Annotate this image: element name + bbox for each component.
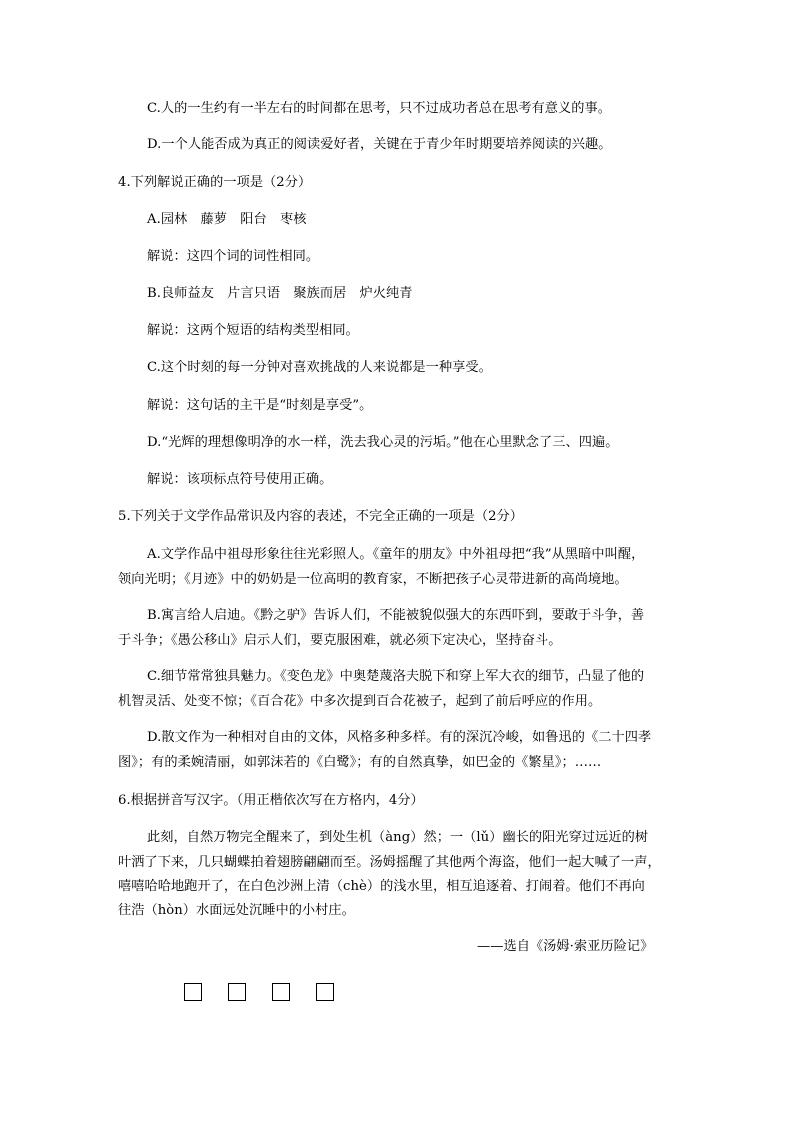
question-5-title: 5.下列关于文学作品常识及内容的表述，不完全正确的一项是（2分） — [118, 509, 524, 524]
q6-passage-line2: 叶洒了下来，几只蝴蝶拍着翅膀翩翩而至。汤姆摇醒了其他两个海盗，他们一起大喊了一声， — [118, 855, 661, 870]
q5-option-a-line1: A.文学作品中祖母形象往往光彩照人。《童年的朋友》中外祖母把“我”从黑暗中叫醒， — [147, 547, 645, 562]
q6-passage-line3: 嘻嘻哈哈地跑开了，在白色沙洲上清（chè）的浅水里，相互追逐着、打闹着。他们不再向 — [118, 879, 645, 894]
q5-option-d-line1: D.散文作为一种相对自由的文体，风格多种多样。有的深沉冷峻，如鲁迅的《二十四孝 — [147, 730, 652, 745]
q4-option-c: C.这个时刻的每一分钟对喜欢挑战的人来说都是一种享受。 — [147, 360, 492, 375]
q6-source: ——选自《汤姆·索亚历险记》 — [477, 939, 654, 954]
q6-passage-line1: 此刻，自然万物完全醒来了，到处生机（àng）然；一（lǔ）幽长的阳光穿过远近的树 — [147, 830, 649, 845]
q4-option-a: A.园林 藤萝 阳台 枣核 — [147, 212, 307, 227]
q4-option-d: D.“光辉的理想像明净的水一样，洗去我心灵的污垢。”他在心里默念了三、四遍。 — [147, 435, 619, 450]
q4-option-b: B.良师益友 片言只语 聚族而居 炉火纯青 — [147, 286, 413, 301]
q4-explanation-a: 解说：这四个词的词性相同。 — [147, 249, 320, 264]
q6-passage-line4: 往浩（hòn）水面远处沉睡中的小村庄。 — [118, 903, 355, 918]
answer-box-4[interactable] — [316, 983, 334, 1001]
q4-explanation-d: 解说：该项标点符号使用正确。 — [147, 472, 333, 487]
line-c-option-q3: C.人的一生约有一半左右的时间都在思考，只不过成功者总在思考有意义的事。 — [147, 101, 611, 116]
q4-explanation-b: 解说：这两个短语的结构类型相同。 — [147, 323, 359, 338]
answer-box-3[interactable] — [272, 983, 290, 1001]
question-4-title: 4.下列解说正确的一项是（2分） — [118, 175, 312, 190]
q4-explanation-c: 解说：这句话的主干是“时刻是享受”。 — [147, 398, 373, 413]
q5-option-b-line1: B.寓言给人启迪。《黔之驴》告诉人们，不能被貌似强大的东西吓到，要敢于斗争，善 — [147, 608, 645, 623]
q5-option-b-line2: 于斗争；《愚公移山》启示人们，要克服困难，就必须下定决心，坚持奋斗。 — [118, 633, 562, 648]
q5-option-c-line1: C.细节常常独具魅力。《变色龙》中奥楚蔑洛夫脱下和穿上军大衣的细节，凸显了他的 — [147, 669, 645, 684]
answer-box-1[interactable] — [184, 983, 202, 1001]
q5-option-d-line2: 图》；有的柔婉清丽，如郭沫若的《白鹭》；有的自然真挚，如巴金的《繁星》；…… — [118, 755, 602, 770]
q5-option-a-line2: 领向光明；《月迹》中的奶奶是一位高明的教育家，不断把孩子心灵带进新的高尚境地。 — [118, 572, 628, 587]
question-6-title: 6.根据拼音写汉字。（用正楷依次写在方格内，4分） — [118, 793, 424, 808]
line-d-option-q3: D.一个人能否成为真正的阅读爱好者，关键在于青少年时期要培养阅读的兴趣。 — [147, 137, 612, 152]
answer-box-2[interactable] — [228, 983, 246, 1001]
q5-option-c-line2: 机智灵活、处变不惊；《百合花》中多次提到百合花被子，起到了前后呼应的作用。 — [118, 694, 602, 709]
